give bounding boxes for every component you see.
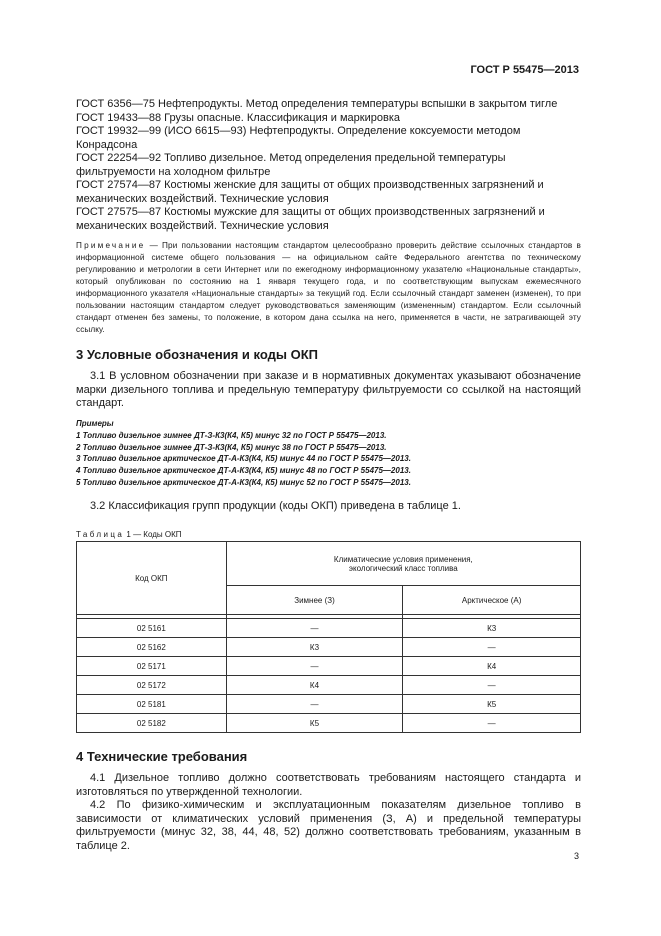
cell-arctic: —: [403, 676, 581, 695]
example-item: 5 Топливо дизельное арктическое ДТ-А-К3(К4, К5) минус 52 по ГОСТ Р 55475—2013.: [76, 477, 411, 487]
header-climate-group: [226, 542, 580, 586]
table-row: [77, 638, 581, 657]
section-3-heading: 3 Условные обозначения и коды ОКП: [76, 347, 318, 362]
header-climate-line1: Климатические условия применения,: [333, 554, 473, 564]
cell-winter: —: [226, 695, 403, 714]
example-item: 1 Топливо дизельное зимнее ДТ-З-К3(К4, К5) минус 32 по ГОСТ Р 55475—2013.: [76, 430, 387, 440]
cell-arctic: К3: [403, 619, 581, 638]
section-4-heading: 4 Технические требования: [76, 749, 248, 764]
cell-arctic: —: [403, 638, 581, 657]
reference-item: ГОСТ 27574—87 Костюмы женские для защиты от общих производственных загрязнений и механических воздействий. Технические условия: [76, 179, 544, 205]
cell-code: 02 5162: [77, 638, 227, 657]
paragraph-4-1: 4.1 Дизельное топливо должно соответствовать требованиям настоящего стандарта и изготовляться по утвержденной технологии.: [76, 772, 581, 798]
header-winter: Зимнее (З): [226, 586, 403, 615]
table-row: [77, 714, 581, 733]
table-row: [77, 676, 581, 695]
paragraph-4-2: 4.2 По физико-химическим и эксплуатационным показателям дизельное топливо в зависимости от климатических условий применения (З, А) и предельной температуры фильтруемости (минус 32, 38, 44, 48, 52) должно соответствовать требованиям, указанным в таблице 2.: [76, 799, 581, 852]
reference-item: ГОСТ 6356—75 Нефтепродукты. Метод определения температуры вспышки в закрытом тигле: [76, 98, 558, 110]
cell-arctic: К5: [403, 695, 581, 714]
example-item: 4 Топливо дизельное арктическое ДТ-А-К3(К4, К5) минус 48 по ГОСТ Р 55475—2013.: [76, 466, 411, 476]
table-row: [77, 619, 581, 638]
reference-item: ГОСТ 19433—88 Грузы опасные. Классификация и маркировка: [76, 111, 400, 124]
reference-item: ГОСТ 27575—87 Костюмы мужские для защиты от общих производственных загрязнений и механических воздействий. Технические условия: [76, 206, 545, 232]
section-4-body: [76, 772, 581, 853]
table-caption-label: Таблица: [76, 530, 125, 539]
examples-block: [76, 418, 411, 489]
normative-references-list: [76, 98, 581, 233]
okp-codes-table: [76, 541, 581, 733]
cell-code: 02 5181: [77, 695, 227, 714]
header-arctic: Арктическое (А): [403, 586, 581, 615]
note-text: — При пользовании настоящим стандартом целесообразно проверить действие ссылочных стандартов в информационной системе общего пользования — на официальном сайте Федерального агентства по техническому регулированию и метрологии в сети Интернет или по ежегодному информационному указателю «Национальные стандарты», который опубликован по состоянию на 1 января текущего года, и по соответствующим выпускам ежемесячного информационного указателя «Национальные стандарты» за текущий год. Если ссылочный стандарт заменен (изменен), то при пользовании настоящим стандартом следует руководствоваться заменяющим (измененным) стандартом. Если ссылочный стандарт отменен без замены, то положение, в котором дана ссылка на него, применяется в части, не затрагивающей эту ссылку.: [76, 241, 581, 334]
cell-code: 02 5182: [77, 714, 227, 733]
cell-arctic: К4: [403, 657, 581, 676]
table-1-caption: [76, 530, 182, 539]
cell-winter: —: [226, 657, 403, 676]
reference-item: ГОСТ 19932—99 (ИСО 6615—93) Нефтепродукты. Определение коксуемости методом Конрадсона: [76, 125, 521, 151]
cell-winter: —: [226, 619, 403, 638]
example-item: 3 Топливо дизельное арктическое ДТ-А-К3(К4, К5) минус 44 по ГОСТ Р 55475—2013.: [76, 454, 411, 464]
cell-code: 02 5161: [77, 619, 227, 638]
paragraph-3-1: 3.1 В условном обозначении при заказе и в нормативных документах указывают обозначение марки дизельного топлива и предельную температуру фильтруемости со ссылкой на настоящий стандарт.: [76, 370, 581, 409]
header-okp-code: Код ОКП: [77, 542, 227, 615]
cell-code: 02 5172: [77, 676, 227, 695]
table-caption-title: 1 — Коды ОКП: [126, 530, 182, 539]
page-number: 3: [573, 851, 579, 861]
header-climate-line2: экологический класс топлива: [348, 563, 458, 573]
table-row: [77, 695, 581, 714]
cell-code: 02 5171: [77, 657, 227, 676]
example-item: 2 Топливо дизельное зимнее ДТ-З-К3(К4, К5) минус 38 по ГОСТ Р 55475—2013.: [76, 442, 387, 452]
reference-item: ГОСТ 22254—92 Топливо дизельное. Метод определения предельной температуры фильтруемости на холодном фильтре: [76, 152, 506, 178]
table-row: [77, 657, 581, 676]
cell-winter: К3: [226, 638, 403, 657]
note-label: Примечание: [76, 241, 146, 250]
paragraph-3-2: 3.2 Классификация групп продукции (коды ОКП) приведена в таблице 1.: [90, 500, 461, 512]
cell-arctic: —: [403, 714, 581, 733]
examples-title: Примеры: [76, 419, 114, 428]
cell-winter: К4: [226, 676, 403, 695]
cell-winter: К5: [226, 714, 403, 733]
reference-note: [76, 240, 581, 336]
document-code-header: ГОСТ Р 55475—2013: [470, 64, 579, 76]
